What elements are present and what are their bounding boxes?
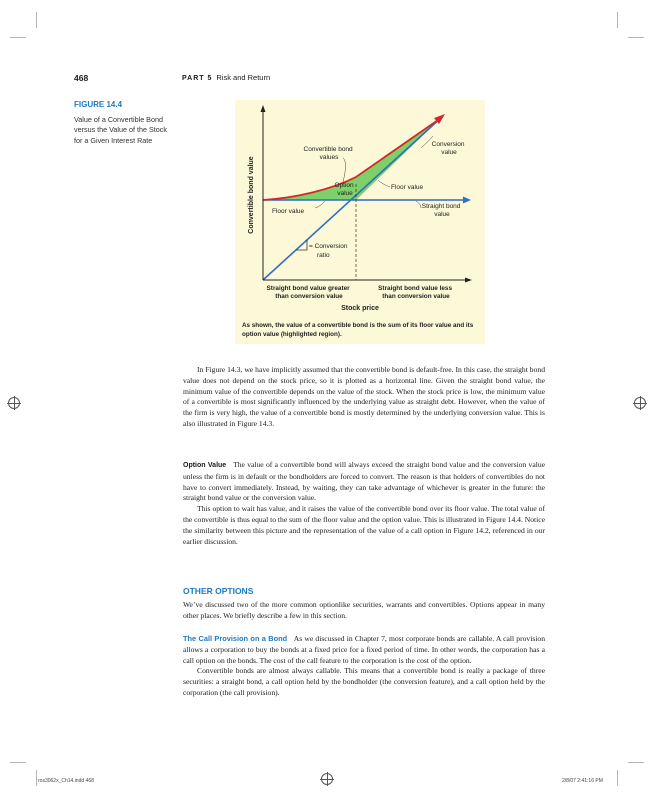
footer-file: ros3062x_Ch14.indd 468 (38, 778, 94, 784)
x-axis-label: Stock price (341, 305, 379, 312)
figure-note: As shown, the value of a convertible bond is the sum of its floor value and its option value (highlighted region). (242, 322, 474, 338)
running-head (182, 73, 270, 82)
svg-text:Straight bond value greater (267, 285, 352, 300)
leader-floor-right (378, 180, 390, 187)
region-left-label-line1: Straight bond value greater (266, 285, 350, 292)
footer-timestamp: 2/8/07 2:41:16 PM (562, 778, 603, 784)
svg-text:Conversion value (432, 141, 467, 156)
floor-value-left-label: Floor value (272, 208, 305, 215)
region-left-label-line2: than conversion value (275, 293, 343, 300)
paragraph-5: As we discussed in Chapter 7, most corporate bonds are callable. A call provision allows a corporation to buy the bonds at a fixed price for a fixed period of time. In other words, the corporation has a call option on the bonds. The cost of the call feature to the corporation is the cost of the option. (183, 634, 545, 665)
region-right-label-line2: than conversion value (382, 293, 450, 300)
page-number: 468 (74, 73, 89, 83)
registration-mark-bottom-icon (321, 773, 333, 785)
conversion-ratio-label-line2: ratio (317, 252, 330, 259)
floor-value-right-label: Floor value (391, 184, 424, 191)
paragraph-4: We’ve discussed two of the more common optionlike securities, warrants and convertibles. Options appear in many other places. We briefly describe a few in this section. (183, 600, 545, 620)
call-provision-heading: The Call Provision on a Bond (183, 634, 288, 643)
option-value-label-line1: Option (334, 182, 354, 189)
svg-text:Convertible bond values (304, 146, 355, 161)
figure-chart (235, 100, 485, 344)
paragraph-3: This option to wait has value, and it raises the value of the convertible bond over its floor value. The total value of the convertible is thus equal to the sum of the floor value and the option value. This is illustrated in Figure 14.4. Notice the similarity between this picture and the representation of the value of a call option in Figure 14.2, referenced in our earlier discussion. (183, 504, 545, 546)
part-label: PART 5 (182, 75, 213, 82)
svg-text:Straight bond value less (378, 285, 454, 300)
region-right-label-line1: Straight bond value less (378, 285, 453, 292)
option-value-label-line2: value (337, 190, 353, 197)
conversion-value-label-line1: Conversion (431, 141, 465, 148)
paragraph-1: In Figure 14.3, we have implicitly assumed that the convertible bond is default-free. In this case, the straight bond value does not depend on the stock price, so it is plotted as a horizontal line. Given the straight bond value, the minimum value of the convertible depends on the value of the stock. When the stock price is low, the minimum value of a convertible is most significantly influenced by the underlying value as straight debt. However, when the value of the firm is very high, the value of a convertible bond is mostly determined by the underlying conversion value. This is also illustrated in Figure 14.3. (183, 365, 545, 428)
x-axis-arrowhead (465, 278, 472, 283)
option-value-heading: Option Value (183, 462, 227, 469)
leader-straight (416, 201, 421, 208)
body-block-4 (183, 634, 545, 699)
svg-text:Option value (335, 182, 356, 197)
leader-floor-left (315, 201, 325, 208)
part-title: Risk and Return (216, 73, 271, 82)
convertible-bond-chart (235, 100, 485, 344)
leader-convertible (343, 158, 346, 182)
figure-label: FIGURE 14.4 (74, 100, 123, 109)
section-heading-other-options: OTHER OPTIONS (183, 586, 254, 596)
body-block-1 (183, 365, 545, 430)
straight-bond-arrowhead (463, 197, 471, 204)
convertible-label-line1: Convertible bond (303, 146, 353, 153)
straight-bond-label-line1: Straight bond (421, 203, 461, 210)
paragraph-6: Convertible bonds are almost always callable. This means that a convertible bond is really a package of three securities: a straight bond, a call option held by the bondholder (the conversion feature), and a call option held by the corporation (the call provision). (183, 666, 545, 697)
y-axis-label: Convertible bond value (248, 156, 255, 234)
body-block-2 (183, 460, 545, 547)
svg-text:Straight bond value (422, 203, 462, 218)
y-axis-arrowhead (261, 105, 266, 112)
registration-mark-left-icon (8, 397, 20, 409)
figure-caption: Value of a Convertible Bond versus the Value of the Stock for a Given Interest Rate (74, 115, 167, 145)
conversion-ratio-label-line1: = Conversion (309, 243, 348, 250)
conversion-value-label-line2: value (441, 149, 457, 156)
paragraph-2: The value of a convertible bond will always exceed the straight bond value and the conversion value unless the firm is in default or the bondholders are forced to convert. The reason is that holders of convertibles do not have to convert immediately. Instead, by waiting, they can take advantage of whichever is greater in the future: the straight bond value or the conversion value. (183, 460, 545, 503)
svg-text:= Conversion ratio (309, 243, 349, 259)
body-block-3 (183, 600, 545, 622)
registration-mark-right-icon (634, 397, 646, 409)
straight-bond-label-line2: value (434, 211, 450, 218)
convertible-label-line2: values (319, 154, 339, 161)
